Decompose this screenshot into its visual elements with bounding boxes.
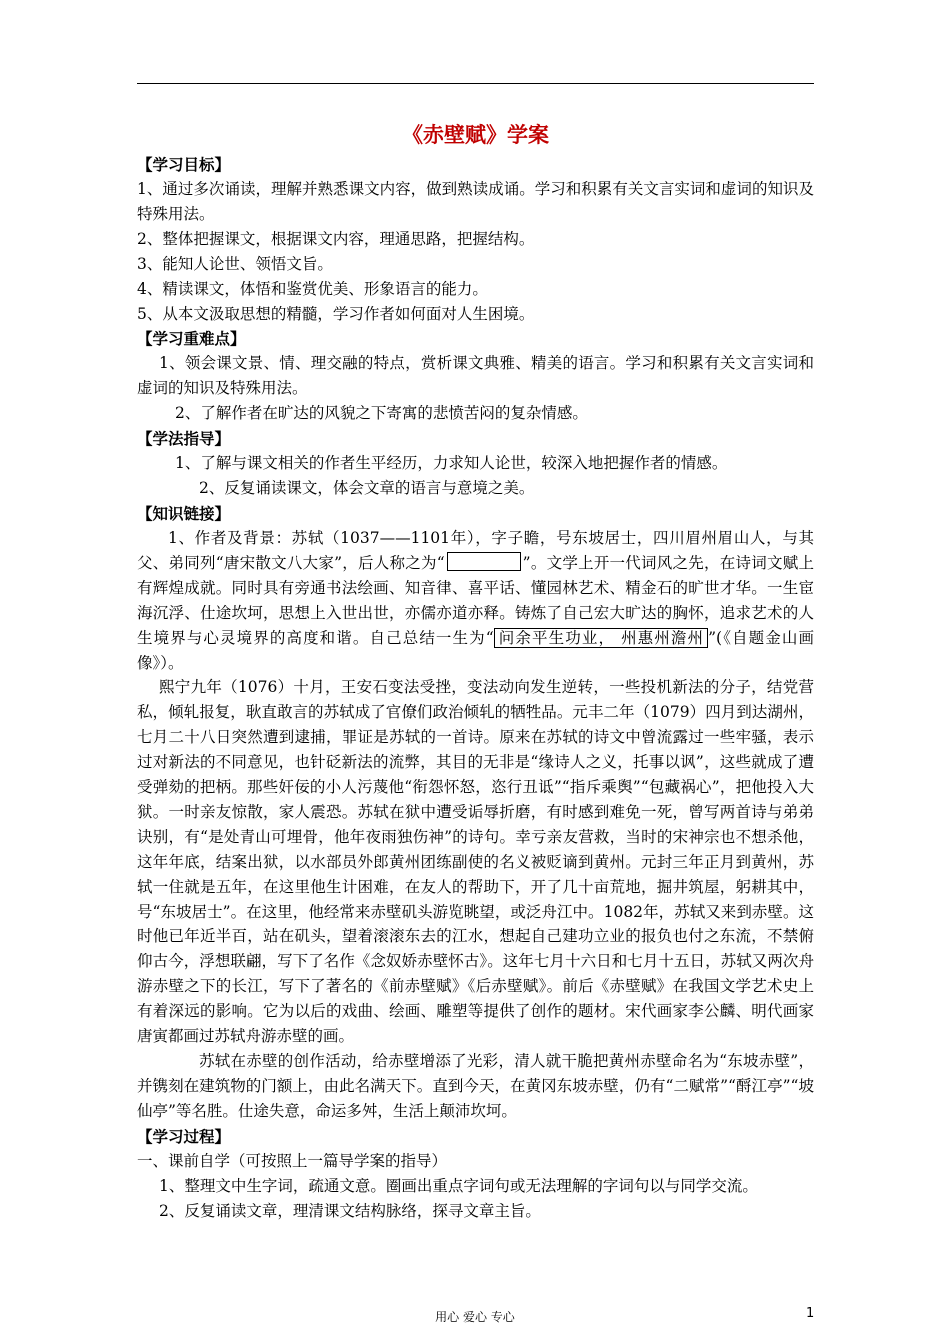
author-background-paragraph — [137, 526, 814, 675]
section-heading-process: 【学习过程】 — [137, 1126, 231, 1146]
header-rule — [137, 83, 814, 84]
section-heading-goals: 【学习目标】 — [137, 155, 231, 174]
process-intro: 一、课前自学（可按照上一篇导学案的指导） — [137, 1151, 448, 1170]
author-text-a: 1、作者及背景：苏轼（1037——1101年），字子瞻，号东坡居士，四川眉州眉山人，与其父、弟同列“唐宋散文八大家”，后人称之为“ — [137, 528, 814, 572]
document-page — [137, 118, 814, 1223]
page-footer: 用心 爱心 专心 — [435, 1310, 515, 1324]
method-item: 2、反复诵读课文，体会文章的语言与意境之美。 — [199, 479, 535, 498]
author-text-b: ”。文学上开一代词风之先，在诗词文赋上有辉煌成就。同时具有旁通书法绘画、知音律、喜平话、懂园林艺术、精金石的旷世才华。一生宦海沉浮、仕途坎坷，思想上入世出世，亦儒亦道亦释。铸炼了自己宏大旷达的胸怀，追求艺术的人生境界与心灵境界的高度和谐。自己总结一生为“ — [137, 553, 814, 647]
fill-blank — [447, 552, 521, 571]
boxed-quote: 问余平生功业， 州惠州澹州 — [494, 628, 708, 648]
page-number: 1 — [806, 1306, 815, 1321]
document-title: 《赤壁赋》学案 — [402, 122, 549, 147]
section-heading-key-points: 【学习重难点】 — [137, 329, 246, 349]
author-text-c: ”(《自题金山画像》）。 — [137, 628, 814, 672]
section-heading-method: 【学法指导】 — [137, 429, 231, 449]
goal-item: 3、能知人论世、领悟文旨。 — [137, 254, 333, 273]
legacy-paragraph: 苏轼在赤壁的创作活动，给赤壁增添了光彩，清人就干脆把黄州赤壁命名为“东坡赤壁”，并镌刻在建筑物的门额上，由此名满天下。直到今天，在黄冈东坡赤壁，仍有“二赋常”“酹江亭”“坡仙亭”等名胜。仕途失意，命运多舛，生活上颠沛坎坷。 — [137, 1052, 814, 1120]
process-item: 2、反复诵读文章，理清课文结构脉络，探寻文章主旨。 — [159, 1201, 541, 1220]
section-heading-knowledge: 【知识链接】 — [137, 503, 231, 523]
method-item: 1、了解与课文相关的作者生平经历，力求知人论世，较深入地把握作者的情感。 — [175, 454, 728, 473]
goal-item: 5、从本文汲取思想的精髓，学习作者如何面对人生困境。 — [137, 304, 535, 323]
process-item: 1、整理文中生字词，疏通文意。圈画出重点字词句或无法理解的字词句以与同学交流。 — [159, 1176, 758, 1195]
history-paragraph: 熙宁九年（1076）十月，王安石变法受挫，变法动向发生逆转，一些投机新法的分子，结党营私，倾轧报复，耿直敢言的苏轼成了官僚们政治倾轧的牺牲品。元丰二年（1079）四月到达湖州，七月二十八日突然遭到逮捕，罪证是苏轼的一首诗。原来在苏轼的诗文中曾流露过一些牢骚，表示过对新法的不同意见，也针砭新法的流弊，其目的无非是“缘诗人之义，托事以讽”，这些就成了遭受弹劾的把柄。那些奸佞的小人污蔑他“衔怨怀怒，恣行丑诋”“指斥乘舆”“包藏祸心”，把他投入大狱。一时亲友惊散，家人震恐。苏轼在狱中遭受诟辱折磨，有时感到难免一死，曾写两首诗与弟弟诀别，有“是处青山可埋骨，他年夜雨独伤神”的诗句。幸亏亲友营救，当时的宋神宗也不想杀他，这年年底，结案出狱，以水部员外郎黄州团练副使的名义被贬谪到黄州。元封三年正月到黄州，苏轼一住就是五年，在这里他生计困难，在友人的帮助下，开了几十亩荒地，掘井筑屋，躬耕其中，号“东坡居士”。在这里，他经常来赤壁矶头游览眺望，或泛舟江中。1082年，苏轼又来到赤壁。这时他已年近半百，站在矶头，望着滚滚东去的江水，想起自己建功立业的报负也付之东流，不禁俯仰古今，浮想联翩，写下了名作《念奴娇赤壁怀古》。这年七月十六日和七月十五日，苏轼又两次舟游赤壁之下的长江，写下了著名的《前赤壁赋》《后赤壁赋》。前后《赤壁赋》在我国文学艺术史上有着深远的影响。它为以后的戏曲、绘画、雕塑等提供了创作的题材。宋代画家李公麟、明代画家唐寅都画过苏轼舟游赤壁的画。 — [137, 678, 814, 1046]
goal-item: 2、整体把握课文，根据课文内容，理通思路，把握结构。 — [137, 229, 535, 248]
goal-item: 1、通过多次诵读，理解并熟悉课文内容，做到熟读成诵。学习和积累有关文言实词和虚词的知识及特殊用法。 — [137, 180, 814, 223]
goal-item: 4、精读课文，体悟和鉴赏优美、形象语言的能力。 — [137, 279, 488, 298]
key-point-item: 1、领会课文景、情、理交融的特点，赏析课文典雅、精美的语言。学习和积累有关文言实词和虚词的知识及特殊用法。 — [137, 354, 814, 398]
key-point-item: 2、了解作者在旷达的风貌之下寄寓的悲愤苦闷的复杂情感。 — [175, 404, 588, 423]
